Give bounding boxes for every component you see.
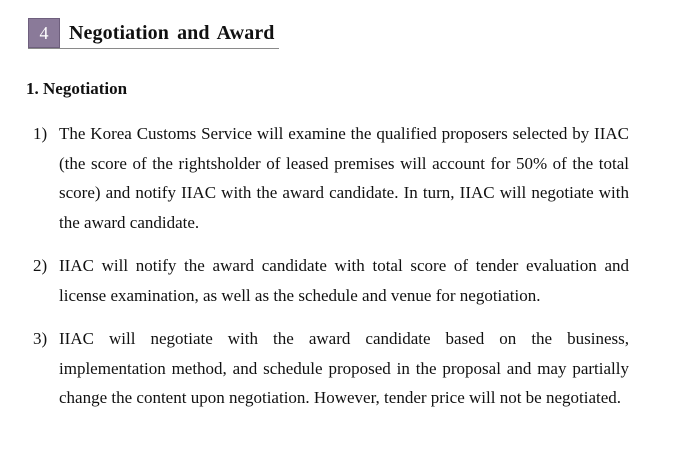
list-item-text: IIAC will notify the award candidate with total score of tender evaluation and license examination, as well as the schedule and venue for negotiation.	[59, 256, 629, 305]
list-item-text: IIAC will negotiate with the award candidate based on the business, implementation method, and schedule proposed in the proposal and may partially change the content upon negotiation. However, tender price will not be negotiated.	[59, 329, 629, 407]
list-item-marker: 1)	[33, 124, 48, 143]
list-item	[33, 324, 629, 413]
section-number-badge: 4	[28, 18, 60, 48]
list-item-marker: 2)	[33, 256, 48, 275]
subsection-heading: 1. Negotiation	[26, 79, 128, 98]
section-title: Negotiation and Award	[69, 21, 275, 44]
section-header	[28, 18, 279, 49]
list-item	[33, 119, 629, 237]
list-item-text: The Korea Customs Service will examine the qualified proposers selected by IIAC (the score of the rightsholder of leased premises will account for 50% of the total score) and notify IIAC with the award candidate. In turn, IIAC will negotiate with the award candidate.	[59, 124, 629, 232]
list-item-marker: 3)	[33, 329, 48, 348]
list-item	[33, 251, 629, 310]
